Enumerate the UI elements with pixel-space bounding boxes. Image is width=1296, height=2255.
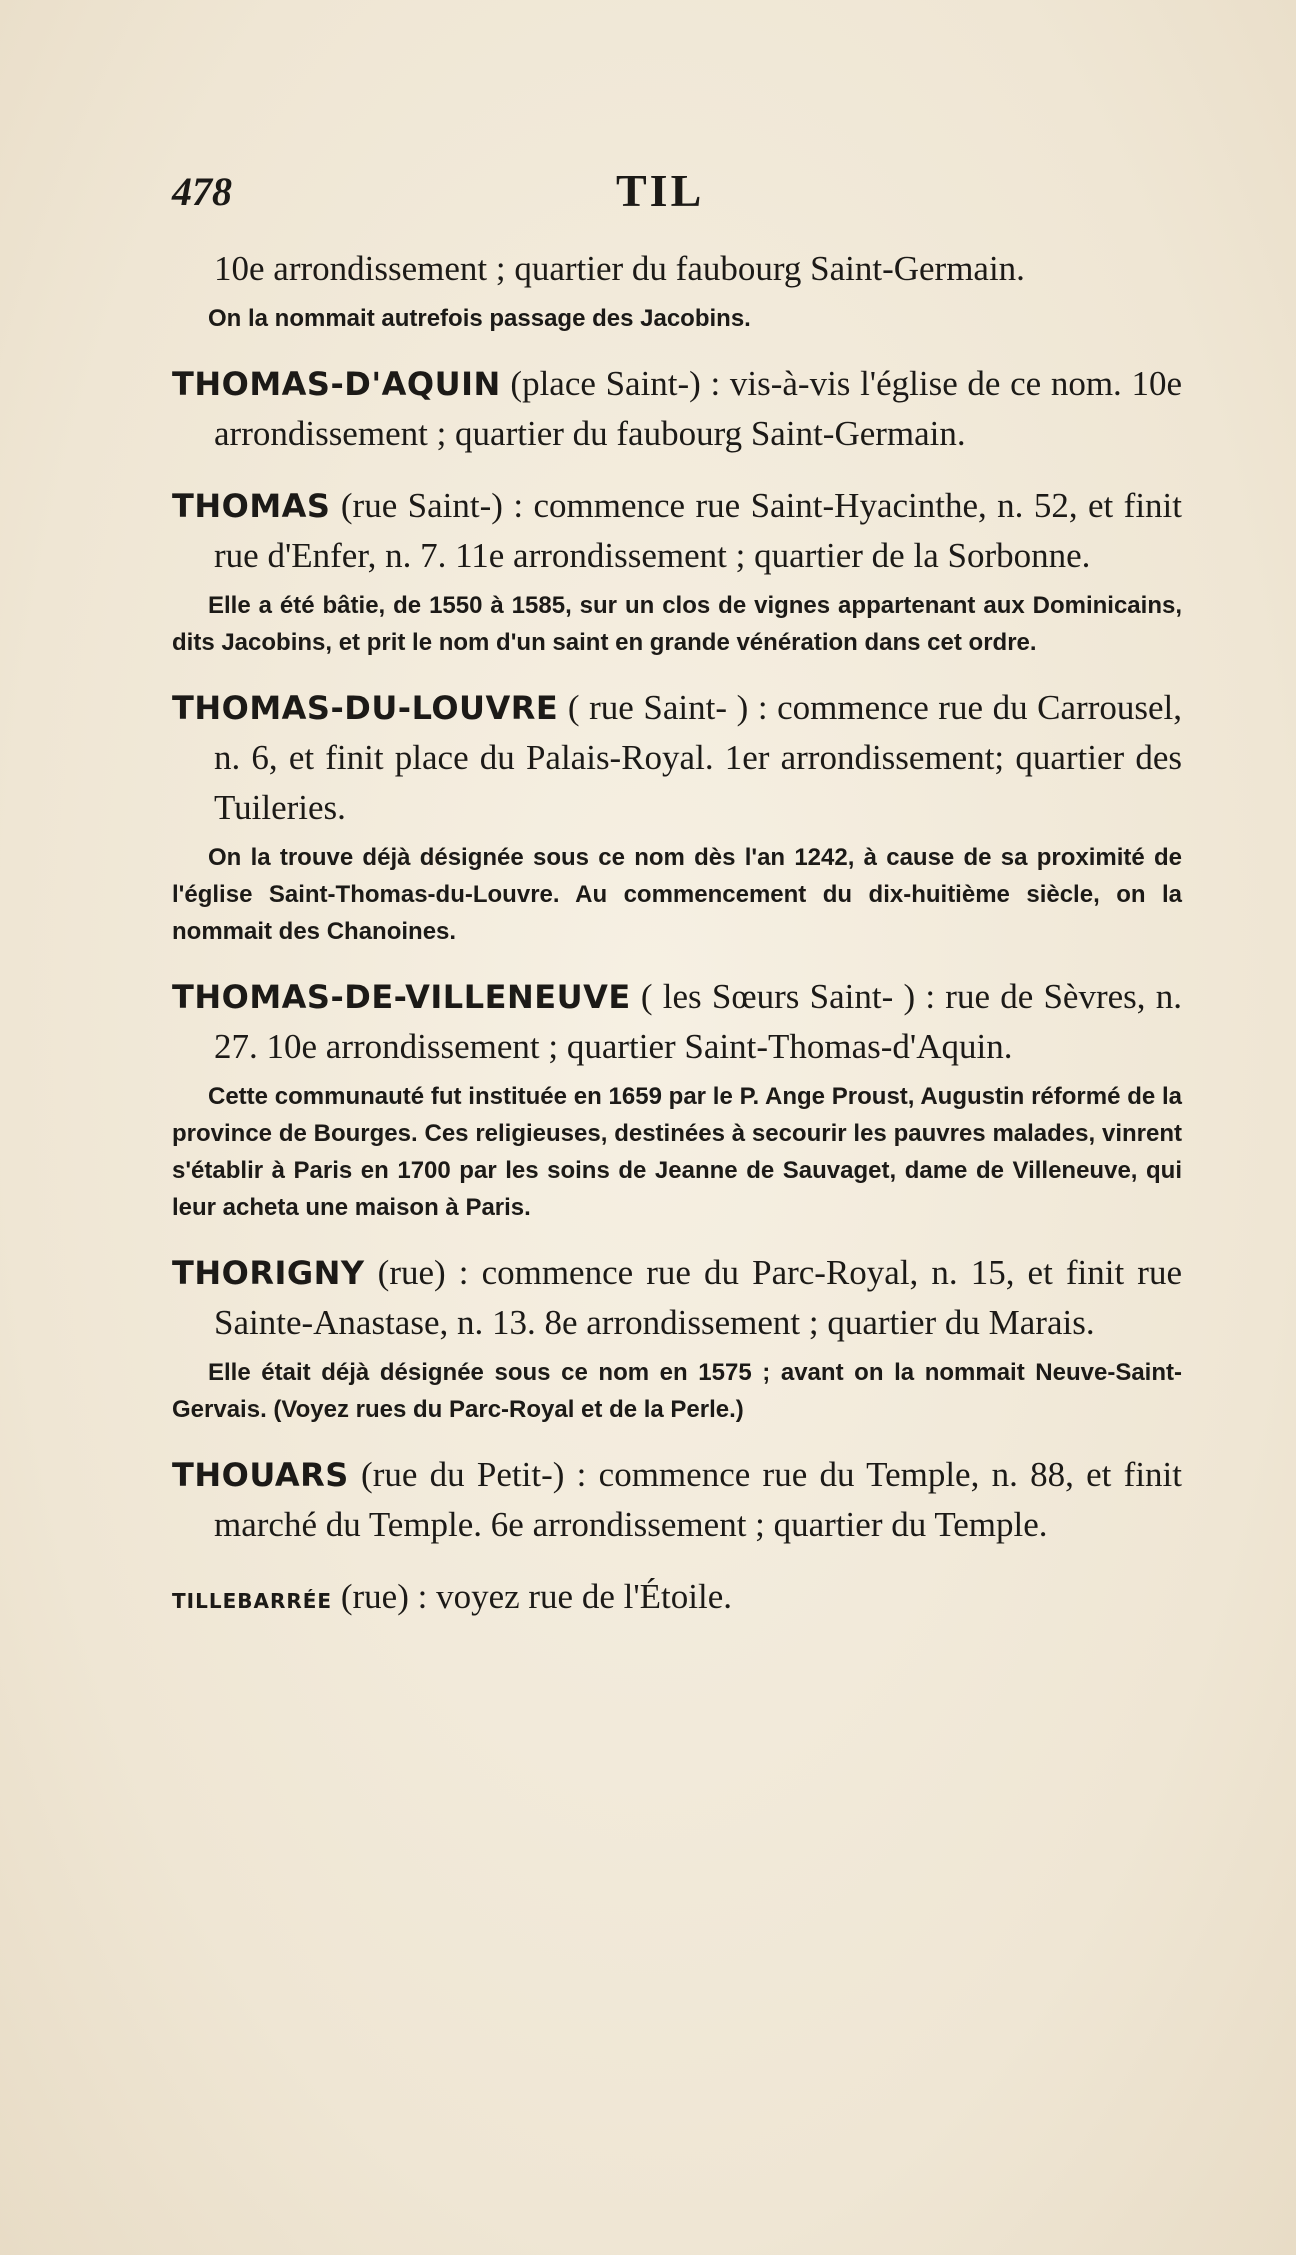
entry-thouars (172, 1450, 1182, 1550)
entry-thomas-d-aquin (172, 359, 1182, 459)
entry-note: Cette communauté fut instituée en 1659 par le P. Ange Proust, Augustin réformé de la province de Bourges. Ces religieuses, destinées à secourir les pauvres malades, vinrent s'établir à Paris en 1700 par les soins de Jeanne de Sauvaget, dame de Villeneuve, qui leur acheta une maison à Paris. (172, 1083, 1182, 1221)
entry-thomas-de-villeneuve (172, 972, 1182, 1226)
entry-thomas-du-louvre (172, 683, 1182, 950)
headword: THOMAS-DE-VILLENEUVE (172, 978, 631, 1016)
entry-text: (rue) : voyez rue de l'Étoile. (340, 1577, 732, 1616)
entry-thorigny (172, 1248, 1182, 1428)
page-number: 478 (172, 169, 232, 214)
entry-text: (rue) : commence rue du Parc-Royal, n. 15, et finit rue Sainte-Anastase, n. 13. 8e arrondissement ; quartier du Marais. (214, 1253, 1183, 1342)
entry-tillebarree (172, 1572, 1182, 1626)
entry-note: On la trouve déjà désignée sous ce nom dès l'an 1242, à cause de sa proximité de l'église Saint-Thomas-du-Louvre. Au commencement du dix-huitième siècle, on la nommait des Chanoines. (172, 844, 1182, 945)
headword: TILLEBARRÉE (172, 1589, 333, 1613)
headword: THOMAS-DU-LOUVRE (172, 689, 559, 727)
entry-text: (place Saint-) : vis-à-vis l'église de ce nom. 10e arrondissement ; quartier du faubourg Saint-Germain. (214, 364, 1182, 453)
entry-thomas (172, 481, 1182, 661)
entry-text: ( rue Saint- ) : commence rue du Carrousel, n. 6, et finit place du Palais-Royal. 1er arrondissement; quartier des Tuileries. (214, 688, 1182, 827)
entry-note: On la nommait autrefois passage des Jacobins. (208, 305, 751, 332)
entry-continuation (172, 244, 1182, 337)
headword: THOMAS-D'AQUIN (172, 365, 501, 403)
entry-text: ( les Sœurs Saint- ) : rue de Sèvres, n. 27. 10e arrondissement ; quartier Saint-Thomas-d'Aquin. (214, 977, 1183, 1066)
entry-text: 10e arrondissement ; quartier du faubourg Saint-Germain. (214, 249, 1025, 288)
entry-text: (rue du Petit-) : commence rue du Temple, n. 88, et finit marché du Temple. 6e arrondissement ; quartier du Temple. (214, 1455, 1182, 1544)
entry-text: (rue Saint-) : commence rue Saint-Hyacinthe, n. 52, et finit rue d'Enfer, n. 7. 11e arrondissement ; quartier de la Sorbonne. (214, 486, 1183, 575)
running-head: TIL (616, 165, 705, 216)
page-header (172, 165, 712, 228)
headword: THORIGNY (172, 1254, 365, 1292)
headword: THOUARS (172, 1456, 349, 1494)
headword: THOMAS (172, 487, 331, 525)
entry-note: Elle était déjà désignée sous ce nom en 1575 ; avant on la nommait Neuve-Saint-Gervais. (Voyez rues du Parc-Royal et de la Perle.) (172, 1359, 1182, 1423)
entry-note: Elle a été bâtie, de 1550 à 1585, sur un clos de vignes appartenant aux Dominicains, dits Jacobins, et prit le nom d'un saint en grande vénération dans cet ordre. (172, 592, 1182, 656)
dictionary-entries (172, 244, 1182, 1626)
